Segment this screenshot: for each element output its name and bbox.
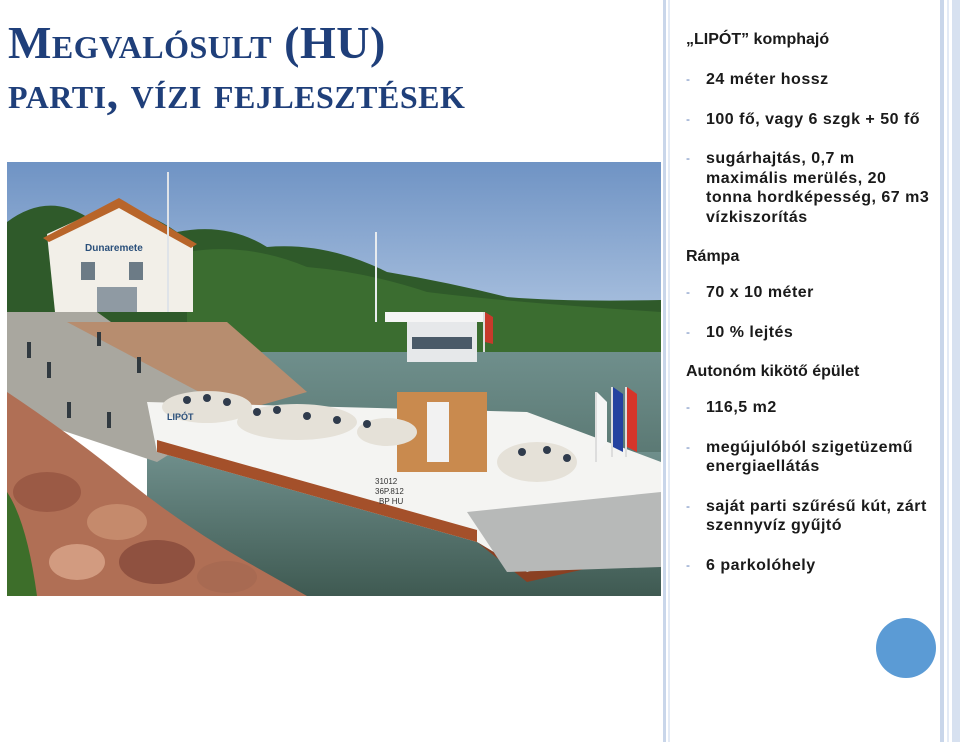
section-heading-ramp: Rámpa (686, 248, 740, 265)
list-item (686, 70, 936, 90)
list-item (686, 323, 936, 343)
list-item-text: 70 x 10 méter (706, 284, 814, 301)
divider-left-thick (663, 0, 666, 742)
list-item (686, 283, 936, 303)
boat-name-label: LIPÓT (167, 412, 194, 422)
list-item-text: 100 fő, vagy 6 szgk + 50 fő (706, 110, 921, 128)
list-item (686, 438, 936, 477)
list-item-text: 10 % lejtés (706, 323, 794, 341)
bullet-dash: - (686, 285, 691, 299)
list-item-text: saját parti szűrésű kút, zárt szennyvíz gyűjtó (706, 497, 927, 534)
list-item (686, 398, 936, 418)
bullet-dash: - (686, 72, 691, 86)
list-item (686, 497, 936, 536)
bullet-dash: - (686, 111, 691, 126)
divider-left-thin (668, 0, 670, 742)
bullet-dash: - (686, 439, 691, 454)
slide-title (8, 18, 658, 118)
list-item (686, 149, 936, 227)
building-sign: Dunaremete (85, 243, 143, 254)
ferry-photo (7, 162, 661, 596)
slide-title-line2: parti, vízi fejlesztések (8, 67, 466, 118)
list-item-text: 24 méter hossz (706, 71, 829, 88)
bullet-dash: - (686, 557, 691, 572)
list-item-text: 116,5 m2 (706, 399, 777, 416)
details-panel (686, 30, 936, 595)
ferry-photo-illustration (7, 162, 661, 596)
bullet-dash: - (686, 324, 691, 339)
bullet-dash: - (686, 151, 691, 165)
list-item (686, 110, 936, 130)
bullet-dash: - (686, 400, 691, 414)
section-heading-ferry: „LIPÓT” komphajó (686, 31, 830, 48)
list-item-text: sugárhajtás, 0,7 m maximális merülés, 20 tonna hordképesség, 67 m3 vízkiszorítás (706, 150, 930, 226)
hull-country-label: BP HU (379, 497, 404, 506)
hull-number-label: 31012 (375, 477, 398, 486)
slide-title-line1: Megvalósult (HU) (8, 17, 386, 68)
edge-stripe-3 (952, 0, 960, 742)
edge-stripe-2 (947, 0, 949, 742)
list-item-text: megújulóból szigetüzemű energiaellátás (706, 438, 914, 475)
edge-stripe-1 (940, 0, 944, 742)
section-heading-port-building: Autonóm kikötő épület (686, 363, 860, 380)
bullet-dash: - (686, 498, 691, 513)
list-item-text: 6 parkolóhely (706, 556, 816, 574)
list-item (686, 556, 936, 576)
hull-registry-label: 36P.812 (375, 487, 404, 496)
decorative-circle (876, 618, 936, 678)
